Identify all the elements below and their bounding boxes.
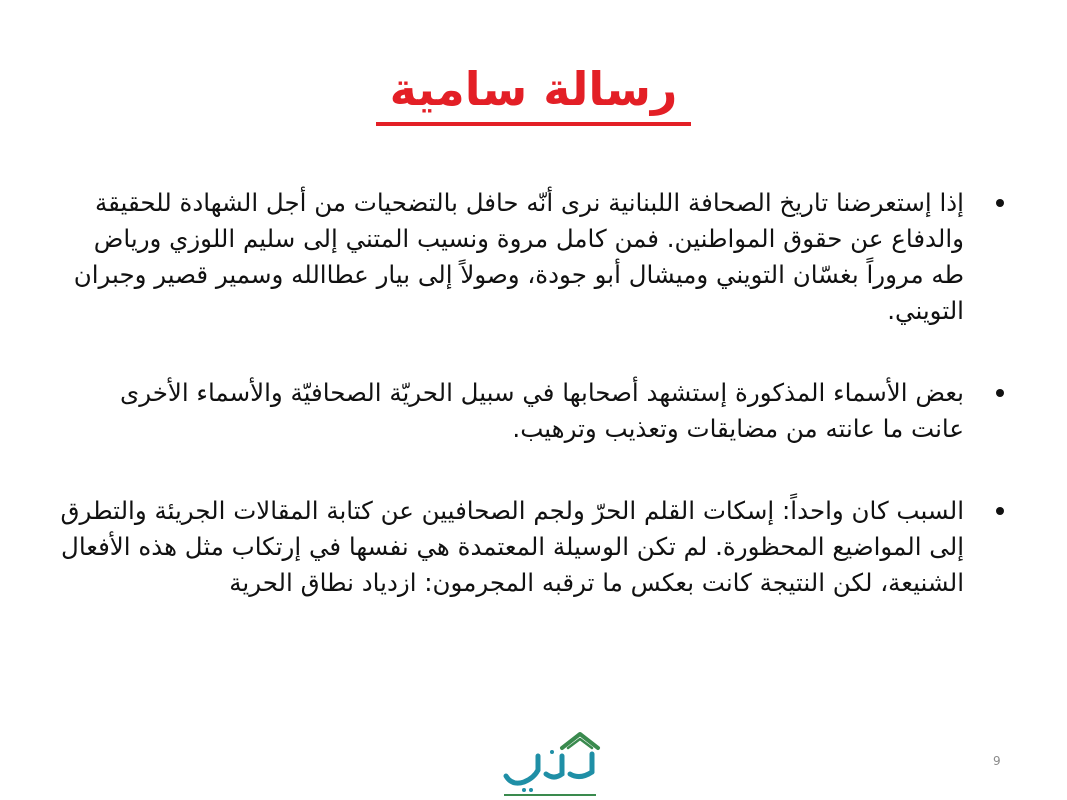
bullet-dot-icon — [996, 389, 1004, 397]
title-container — [0, 58, 1067, 126]
bullet-text: السبب كان واحداً: إسكات القلم الحرّ ولجم الصحافيين عن كتابة المقالات الجريئة والتطرق إلى المواضيع المحظورة. لم تكن الوسيلة المعتمدة هي نفسها في إرتكاب مثل هذه الأفعال الشنيعة، لكن النتيجة كانت بعكس ما ترقبه المجرمون: ازدياد نطاق الحرية — [60, 496, 964, 597]
page-number: 9 — [993, 754, 1001, 768]
bullet-item — [60, 493, 1010, 601]
bullet-text: بعض الأسماء المذكورة إستشهد أصحابها في سبيل الحريّة الصحافيّة والأسماء الأخرى عانت ما عانته من مضايقات وتعذيب وترهيب. — [120, 378, 964, 443]
slide-title: رسالة سامية — [376, 58, 692, 126]
bullet-dot-icon — [996, 199, 1004, 207]
bullet-item — [60, 375, 1010, 447]
baldati-logo-icon — [494, 726, 614, 798]
bullet-list — [60, 185, 1010, 601]
bullet-item — [60, 185, 1010, 329]
bullet-dot-icon — [996, 507, 1004, 515]
bullet-text: إذا إستعرضنا تاريخ الصحافة اللبنانية نرى أنّه حافل بالتضحيات من أجل الشهادة للحقيقة والدفاع عن حقوق المواطنين. فمن كامل مروة ونسيب المتني إلى سليم اللوزي ورياض طه مروراً بغسّان التويني وميشال أبو جودة، وصولاً إلى بيار عطاالله وسمير قصير وجبران التويني. — [73, 188, 964, 325]
